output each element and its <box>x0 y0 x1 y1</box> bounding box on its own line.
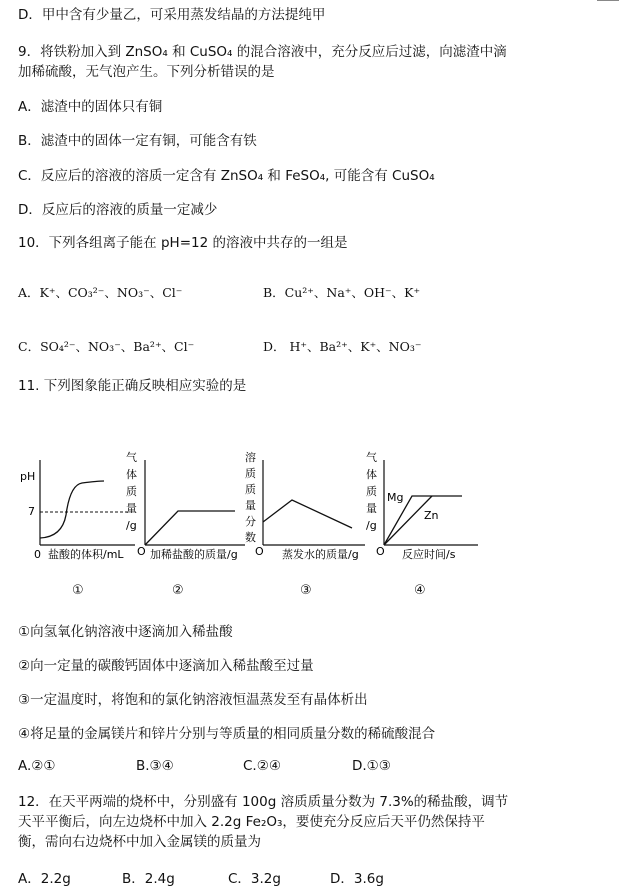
q12-option-a: A．2.2g <box>18 871 71 887</box>
q9-option-c: C．反应后的溶液的溶质一定含有 ZnSO₄ 和 FeSO₄, 可能含有 CuSO₄ <box>18 168 435 184</box>
q10-option-a: A．K⁺、CO₃²⁻、NO₃⁻、Cl⁻ <box>18 285 183 300</box>
q11-answer-d: D.①③ <box>352 758 391 774</box>
graph2-ylabel-1: 气 <box>126 451 137 464</box>
q11-answer-b: B.③④ <box>136 758 174 774</box>
q12-line1: 12．在天平两端的烧杯中，分别盛有 100g 溶质质量分数为 7.3%的稀盐酸，调节 <box>18 794 509 810</box>
graph3-ylabel-4: 量 <box>245 499 256 512</box>
q11-desc-4: ④将足量的金属镁片和锌片分别与等质量的相同质量分数的稀硫酸混合 <box>18 726 436 742</box>
graph2-ylabel-5: /g <box>126 519 137 532</box>
graph3-xlabel: 蒸发水的质量/g <box>282 548 359 561</box>
q9-option-b: B．滤渣中的固体一定有铜，可能含有铁 <box>18 133 257 149</box>
graph4-zn-label: Zn <box>424 509 439 522</box>
page-corner-mark <box>597 0 619 1</box>
q12-option-c: C．3.2g <box>228 871 281 887</box>
q11-desc-2: ②向一定量的碳酸钙固体中逐滴加入稀盐酸至过量 <box>18 658 314 674</box>
q10-option-c: C．SO₄²⁻、NO₃⁻、Ba²⁺、Cl⁻ <box>18 339 195 354</box>
graph2-curve <box>145 511 235 545</box>
q12-line3: 衡，需向右边烧杯中加入金属镁的质量为 <box>18 834 261 850</box>
graph4-mg-label: Mg <box>387 491 404 504</box>
q12-line2: 天平平衡后，向左边烧杯中加入 2.2g Fe₂O₃，要使充分反应后天平仍然保持平 <box>18 814 485 830</box>
q9-option-d: D．反应后的溶液的质量一定减少 <box>18 202 218 218</box>
q9-option-a: A．滤渣中的固体只有铜 <box>18 99 163 115</box>
graph2-xlabel: 加稀盐酸的质量/g <box>150 548 238 561</box>
graph3-ylabel-2: 质 <box>245 467 256 480</box>
graph3-number: ③ <box>300 583 312 598</box>
graph1-origin: 0 <box>34 548 41 561</box>
q11-desc-1: ①向氢氧化钠溶液中逐滴加入稀盐酸 <box>18 624 233 640</box>
graph1 <box>20 460 135 561</box>
graph4-xlabel: 反应时间/s <box>402 548 456 561</box>
graph1-xlabel: 盐酸的体积/mL <box>48 548 124 561</box>
graph4-ylabel-5: /g <box>366 519 377 532</box>
graph2-ylabel-3: 质 <box>126 485 137 498</box>
q8-option-d: D．甲中含有少量乙，可采用蒸发结晶的方法提纯甲 <box>18 7 326 23</box>
graph4 <box>366 450 478 561</box>
graph2-ylabel-2: 体 <box>126 468 137 481</box>
q9-stem-line1: 9．将铁粉加入到 ZnSO₄ 和 CuSO₄ 的混合溶液中，充分反应后过滤，向滤渣中滴 <box>18 44 507 60</box>
graph4-ylabel-2: 体 <box>366 468 377 481</box>
graph3-curve <box>263 500 352 528</box>
graph2 <box>126 450 245 561</box>
graph4-origin: O <box>376 545 385 558</box>
graph1-y-mark: 7 <box>28 505 35 518</box>
graph2-origin: O <box>137 545 146 558</box>
q10-stem: 10．下列各组离子能在 pH=12 的溶液中共存的一组是 <box>18 235 348 251</box>
graph3 <box>245 450 365 561</box>
graph4-ylabel-3: 质 <box>366 485 377 498</box>
graph3-ylabel-1: 溶 <box>245 451 256 464</box>
graph2-ylabel-4: 量 <box>126 502 137 515</box>
q12-option-b: B．2.4g <box>122 871 175 887</box>
q11-answer-c: C.②④ <box>243 758 281 774</box>
q10-option-b: B．Cu²⁺、Na⁺、OH⁻、K⁺ <box>263 285 421 300</box>
graph4-ylabel-1: 气 <box>366 451 377 464</box>
q9-stem-line2: 加稀硫酸，无气泡产生。下列分析错误的是 <box>18 64 275 80</box>
graph1-curve <box>40 481 104 538</box>
graph1-ylabel: pH <box>20 470 36 483</box>
graph3-ylabel-6: 数 <box>245 531 256 544</box>
graph4-number: ④ <box>414 583 426 598</box>
graph2-number: ② <box>172 583 184 598</box>
graph3-ylabel-3: 质 <box>245 483 256 496</box>
graph4-ylabel-4: 量 <box>366 502 377 515</box>
q10-option-d: D． H⁺、Ba²⁺、K⁺、NO₃⁻ <box>263 339 422 354</box>
graph3-ylabel-5: 分 <box>245 515 256 528</box>
q11-desc-3: ③一定温度时，将饱和的氯化钠溶液恒温蒸发至有晶体析出 <box>18 692 368 708</box>
q11-answer-a: A.②① <box>18 758 56 774</box>
graph1-number: ① <box>72 583 84 598</box>
q11-graphs <box>0 445 619 575</box>
q11-stem: 11. 下列图象能正确反映相应实验的是 <box>18 378 247 394</box>
q12-option-d: D．3.6g <box>330 871 384 887</box>
graph3-origin: O <box>255 545 264 558</box>
